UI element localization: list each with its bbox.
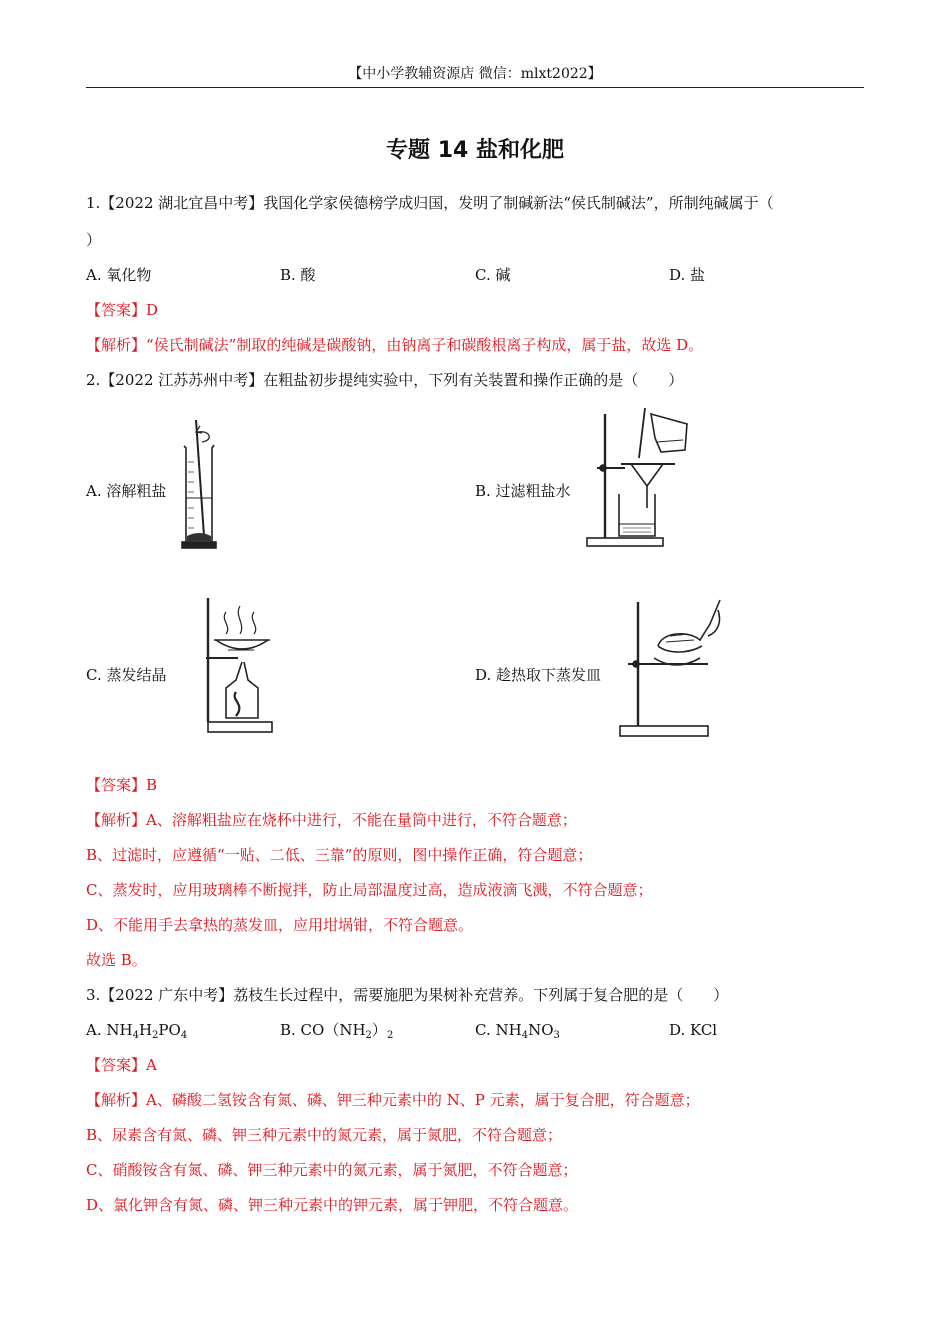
q3-answer: 【答案】A xyxy=(86,1056,157,1074)
hot-dish-figure xyxy=(618,596,724,742)
q1-stem-line1: 1.【2022 湖北宜昌中考】我国化学家侯德榜学成归国，发明了制碱新法“侯氏制碱法”，所制纯碱属于（ xyxy=(86,194,774,212)
q2-stem: 2.【2022 江苏苏州中考】在粗盐初步提纯实验中，下列有关装置和操作正确的是（ ） xyxy=(86,371,684,389)
q1-option-c: C. 碱 xyxy=(475,266,511,284)
q1-answer: 【答案】D xyxy=(86,301,159,319)
q3-analysis-line3: C、硝酸铵含有氮、磷、钾三种元素中的氮元素，属于氮肥，不符合题意； xyxy=(86,1161,578,1179)
q3-stem: 3.【2022 广东中考】荔枝生长过程中，需要施肥为果树补充营养。下列属于复合肥的是（ ） xyxy=(86,986,729,1004)
q3-option-d: D. KCl xyxy=(669,1021,718,1039)
q2-answer: 【答案】B xyxy=(86,776,158,794)
q2-analysis-line3: C、蒸发时，应用玻璃棒不断搅拌，防止局部温度过高，造成液滴飞溅，不符合题意； xyxy=(86,881,653,899)
page-title: 专题 14 盐和化肥 xyxy=(386,138,564,163)
q2-option-b: B. 过滤粗盐水 xyxy=(475,482,571,500)
q3-analysis-line1: 【解析】A、磷酸二氢铵含有氮、磷、钾三种元素中的 N、P 元素，属于复合肥，符合题意； xyxy=(86,1091,700,1109)
q3-option-a: A. $NH_4H_2PO_4$ xyxy=(86,1021,188,1041)
q3-analysis-line4: D、氯化钾含有氮、磷、钾三种元素中的钾元素，属于钾肥，不符合题意。 xyxy=(86,1196,579,1214)
q3-option-c: C. $NH_4NO_3$ xyxy=(475,1021,560,1041)
q2-conclusion: 故选 B。 xyxy=(86,951,147,969)
q1-option-a: A. 氧化物 xyxy=(86,266,152,284)
q1-analysis: 【解析】“侯氏制碱法”制取的纯碱是碳酸钠，由钠离子和碳酸根离子构成，属于盐，故选 D。 xyxy=(86,336,704,354)
q2-analysis-line4: D、不能用手去拿热的蒸发皿，应用坩埚钳，不符合题意。 xyxy=(86,916,474,934)
header-divider xyxy=(86,87,864,88)
q1-option-b: B. 酸 xyxy=(280,266,316,284)
sediment-shape xyxy=(187,533,211,541)
q2-option-d: D. 趁热取下蒸发皿 xyxy=(475,666,602,684)
q1-stem-line2: ） xyxy=(86,231,102,249)
q2-analysis-line2: B、过滤时，应遵循“一贴、二低、三靠”的原则，图中操作正确，符合题意； xyxy=(86,846,593,864)
q2-analysis-line1: 【解析】A、溶解粗盐应在烧杯中进行，不能在量筒中进行，不符合题意； xyxy=(86,811,577,829)
q2-option-c: C. 蒸发结晶 xyxy=(86,666,167,684)
evaporation-figure xyxy=(206,596,276,738)
page-header: 【中小学教辅资源店 微信：mlxt2022】 xyxy=(348,66,602,82)
filtration-figure xyxy=(585,408,703,550)
q3-option-b: B. $CO(NH_2)_2$ xyxy=(280,1021,394,1041)
q3-analysis-line2: B、尿素含有氮、磷、钾三种元素中的氮元素，属于氮肥，不符合题意； xyxy=(86,1126,563,1144)
q2-option-a: A. 溶解粗盐 xyxy=(86,482,167,500)
q1-option-d: D. 盐 xyxy=(669,266,706,284)
graduated-cylinder-figure xyxy=(176,418,238,552)
